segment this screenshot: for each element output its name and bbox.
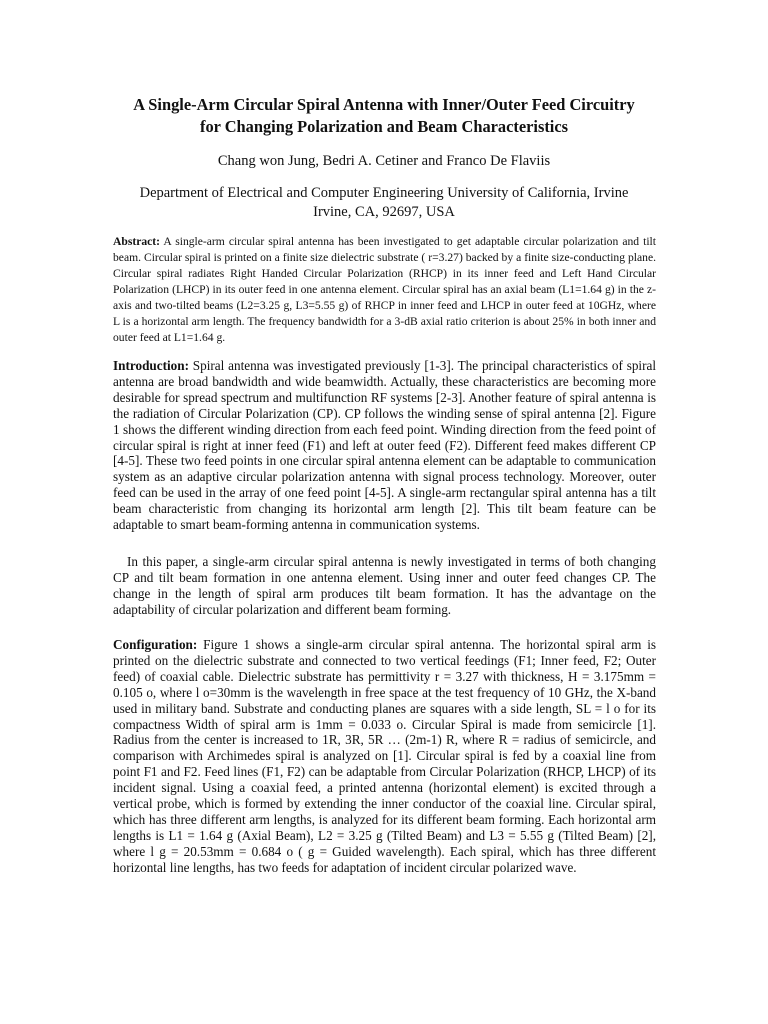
title-line-2: for Changing Polarization and Beam Characteristics [199,117,568,136]
introduction-text: Spiral antenna was investigated previously [1-3]. The principal characteristics of spiral antenna are broad bandwidth and wide beamwidth. Actually, these characteristics are becoming more desirable for spread spectrum and multifunction RF systems [2-3]. Another feature of spiral antenna is the radiation of Circular Polarization (CP). CP follows the winding sense of spiral antenna [2]. Figure 1 shows the different winding direction from each feed point. Winding direction from the feed point of circular spiral is right at inner feed (F1) and left at outer feed (F2). Different feed makes different CP [4-5]. These two feed points in one circular spiral antenna element can be adaptable to communication system as an adaptive circular polarization antenna with signal process technology. Moreover, outer feed can be used in the array of one feed point [4-5]. A single-arm rectangular spiral antenna has a tilt beam characteristic from changing its horizontal arm length [2]. This tilt beam feature can be adaptable to smart beam-forming antenna in communication systems. [113,358,656,533]
author-list: Chang won Jung, Bedri A. Cetiner and Franco De Flaviis [217,153,551,169]
configuration-paragraph [113,637,656,876]
affiliation-line-2: Irvine, CA, 92697, USA [313,204,455,220]
affiliation-line-1: Department of Electrical and Computer Engineering University of California, Irvine [139,185,629,201]
abstract-text: A single-arm circular spiral antenna has been investigated to get adaptable circular polarization and tilt beam. Circular spiral is printed on a finite size dielectric substrate ( r=3.27) backed by a finite size-conducting plane. Circular spiral radiates Right Handed Circular Polarization (RHCP) in its inner feed and Left Hand Circular Polarization (LHCP) in its outer feed in one antenna element. Circular spiral has an axial beam (L1=1.64 g) in the z-axis and two-tilted beams (L2=3.25 g, L3=5.55 g) of RHCP in inner feed and LHCP in outer feed at 10GHz, where L is a horizontal arm length. The frequency bandwidth for a 3-dB axial ratio criterion is about 25% in both inner and outer feed at L1=1.64 g. [113,235,656,344]
paper-title [90,94,678,138]
introduction-paragraph-2: In this paper, a single-arm circular spiral antenna is newly investigated in terms of both changing CP and tilt beam formation in one antenna element. Using inner and outer feed changes CP. The change in the length of spiral arm produces tilt beam formation. It has the advantage on the adaptability of circular polarization and different beam forming. [113,554,656,617]
introduction-paragraph [113,358,656,533]
abstract-paragraph [113,234,656,346]
configuration-text: Figure 1 shows a single-arm circular spiral antenna. The horizontal spiral arm is printed on the dielectric substrate and connected to two vertical feedings (F1; Inner feed, F2; Outer feed) of coaxial cable. Dielectric substrate has permittivity r = 3.27 with thickness, H = 3.175mm = 0.105 o, where l o=30mm is the wavelength in free space at the test frequency of 10 GHz, the X-band used in military band. Substrate and conducting planes are squares with a side length, SL = l o for its compactness Width of spiral arm is 1mm = 0.033 o. Circular Spiral is made from semicircle [1]. Radius from the center is increased to 1R, 3R, 5R … (2m-1) R, where R = radius of semicircle, and comparison with Archimedes spiral is analyzed on [1]. Circular spiral is fed by a coaxial line from point F1 and F2. Feed lines (F1, F2) can be adaptable from Circular Polarization (RHCP, LHCP) of its incident signal. Using a coaxial feed, a printed antenna (horizontal element) is excited through a vertical probe, which is formed by extending the inner conductor of the coaxial line. Circular spiral, which has three different arm lengths, is analyzed for its different beam forming. Each horizontal arm lengths is L1 = 1.64 g (Axial Beam), L2 = 3.25 g (Tilted Beam) and L3 = 5.55 g (Tilted Beam) [2], where l g = 20.53mm = 0.684 o ( g = Guided wavelength). Each spiral, which has three different horizontal line lengths, has two feeds for adaptation of incident circular polarized wave. [113,637,656,875]
configuration-heading: Configuration: [113,637,198,652]
affiliation [90,184,678,222]
introduction-heading: Introduction: [113,358,189,373]
abstract-heading: Abstract: [113,235,161,248]
title-line-1: A Single-Arm Circular Spiral Antenna with Inner/Outer Feed Circuitry [133,95,635,114]
